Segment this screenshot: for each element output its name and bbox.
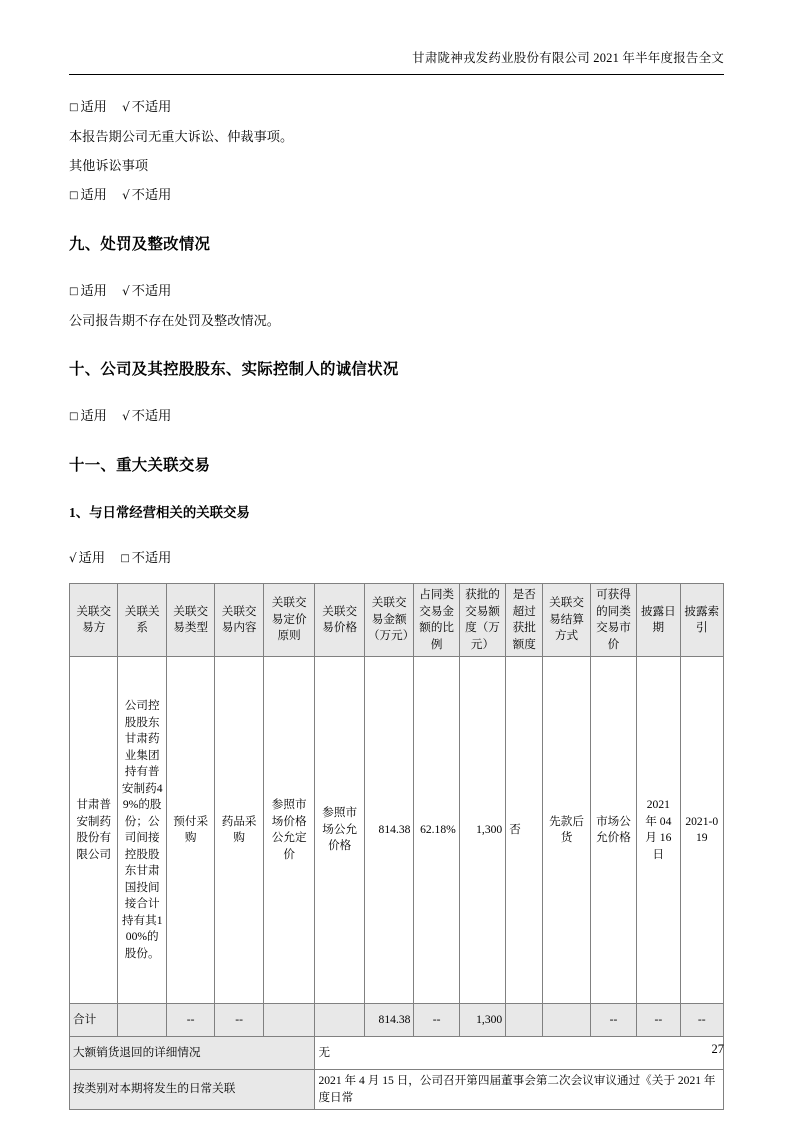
col-header-type: 关联交易类型 (166, 584, 214, 657)
cell-approved: 1,300 (459, 657, 505, 1004)
checkbox-empty-icon: □ (69, 189, 79, 201)
applicable-label: 适用 (80, 283, 107, 298)
section-title-nine: 九、处罚及整改情况 (69, 236, 211, 253)
not-applicable-label: 不适用 (131, 283, 172, 298)
col-header-amount: 关联交易金额（万元） (364, 584, 414, 657)
col-header-disclose-index: 披露索引 (680, 584, 724, 657)
note-value-returns: 无 (315, 1037, 724, 1070)
applicable-label: 适用 (80, 408, 107, 423)
col-header-ratio: 占同类交易金额的比例 (414, 584, 459, 657)
total-disclose-date: -- (637, 1004, 680, 1037)
not-applicable-label: 不适用 (131, 99, 172, 114)
total-type: -- (166, 1004, 214, 1037)
total-ratio: -- (414, 1004, 459, 1037)
page-number: 27 (711, 1042, 724, 1056)
total-price (315, 1004, 365, 1037)
total-label: 合计 (70, 1004, 118, 1037)
checkmark-icon: √ (122, 284, 130, 298)
applicability-line-3 (69, 276, 724, 306)
header-divider (69, 74, 724, 75)
subsection-title-one: 1、与日常经营相关的关联交易 (69, 505, 250, 520)
checkbox-empty-icon: □ (69, 285, 79, 297)
cell-relation: 公司控股股东甘肃药业集团持有普安制药49%的股份；公司间接控股股东甘肃国投间接合计持有其100%的股份。 (118, 657, 166, 1004)
page-content (69, 92, 724, 1110)
total-pricing (263, 1004, 315, 1037)
total-amount: 814.38 (364, 1004, 414, 1037)
applicability-line-2 (69, 180, 724, 210)
cell-market-price: 市场公允价格 (590, 657, 636, 1004)
paragraph-no-penalty: 公司报告期不存在处罚及整改情况。 (69, 313, 280, 328)
checkbox-empty-icon: □ (69, 410, 79, 422)
total-settlement (543, 1004, 590, 1037)
section-title-eleven: 十一、重大关联交易 (69, 457, 211, 474)
checkmark-icon: √ (69, 551, 77, 565)
checkmark-icon: √ (122, 409, 130, 423)
col-header-party: 关联交易方 (70, 584, 118, 657)
total-relation (118, 1004, 166, 1037)
running-title: 甘肃陇神戎发药业股份有限公司 2021 年半年度报告全文 (412, 51, 724, 65)
table-row (70, 657, 724, 1004)
total-content: -- (215, 1004, 263, 1037)
table-total-row (70, 1004, 724, 1037)
cell-disclose-index: 2021-019 (680, 657, 724, 1004)
checkbox-empty-icon: □ (69, 101, 79, 113)
cell-price: 参照市场公允价格 (315, 657, 365, 1004)
paragraph-no-litigation: 本报告期公司无重大诉讼、仲裁事项。 (69, 129, 294, 144)
cell-exceed: 否 (506, 657, 543, 1004)
not-applicable-label: 不适用 (131, 408, 172, 423)
related-party-transactions-table (69, 583, 724, 1110)
cell-pricing: 参照市场价格公允定价 (263, 657, 315, 1004)
table-header-row (70, 584, 724, 657)
applicability-line-5 (69, 543, 724, 573)
not-applicable-label: 不适用 (131, 187, 172, 202)
cell-type: 预付采购 (166, 657, 214, 1004)
col-header-pricing: 关联交易定价原则 (263, 584, 315, 657)
col-header-relation: 关联关系 (118, 584, 166, 657)
col-header-disclose-date: 披露日期 (637, 584, 680, 657)
cell-settlement: 先款后货 (543, 657, 590, 1004)
col-header-content: 关联交易内容 (215, 584, 263, 657)
checkmark-icon: √ (122, 100, 130, 114)
total-disclose-index: -- (680, 1004, 724, 1037)
cell-amount: 814.38 (364, 657, 414, 1004)
total-market-price: -- (590, 1004, 636, 1037)
paragraph-other-litigation: 其他诉讼事项 (69, 158, 149, 173)
applicable-label: 适用 (78, 550, 106, 565)
section-title-ten: 十、公司及其控股股东、实际控制人的诚信状况 (69, 361, 399, 378)
col-header-settlement: 关联交易结算方式 (543, 584, 590, 657)
col-header-price: 关联交易价格 (315, 584, 365, 657)
page-header (0, 48, 793, 82)
applicability-line-1 (69, 92, 724, 122)
checkmark-icon: √ (122, 188, 130, 202)
table-note-row (70, 1070, 724, 1110)
cell-party: 甘肃普安制药股份有限公司 (70, 657, 118, 1004)
total-approved: 1,300 (459, 1004, 505, 1037)
note-label-returns: 大额销货退回的详细情况 (70, 1037, 315, 1070)
applicable-label: 适用 (80, 187, 107, 202)
col-header-market-price: 可获得的同类交易市价 (590, 584, 636, 657)
col-header-approved: 获批的交易额度（万元） (459, 584, 505, 657)
note-label-forecast: 按类别对本期将发生的日常关联 (70, 1070, 315, 1110)
cell-disclose-date: 2021 年 04 月 16 日 (637, 657, 680, 1004)
not-applicable-label: 不适用 (131, 550, 172, 565)
applicability-line-4 (69, 401, 724, 431)
checkbox-empty-icon: □ (120, 552, 130, 564)
table-note-row (70, 1037, 724, 1070)
total-exceed (506, 1004, 543, 1037)
col-header-exceed: 是否超过获批额度 (506, 584, 543, 657)
applicable-label: 适用 (80, 99, 107, 114)
note-value-forecast: 2021 年 4 月 15 日，公司召开第四届董事会第二次会议审议通过《关于 2021 年度日常 (315, 1070, 724, 1110)
cell-ratio: 62.18% (414, 657, 459, 1004)
cell-content: 药品采购 (215, 657, 263, 1004)
